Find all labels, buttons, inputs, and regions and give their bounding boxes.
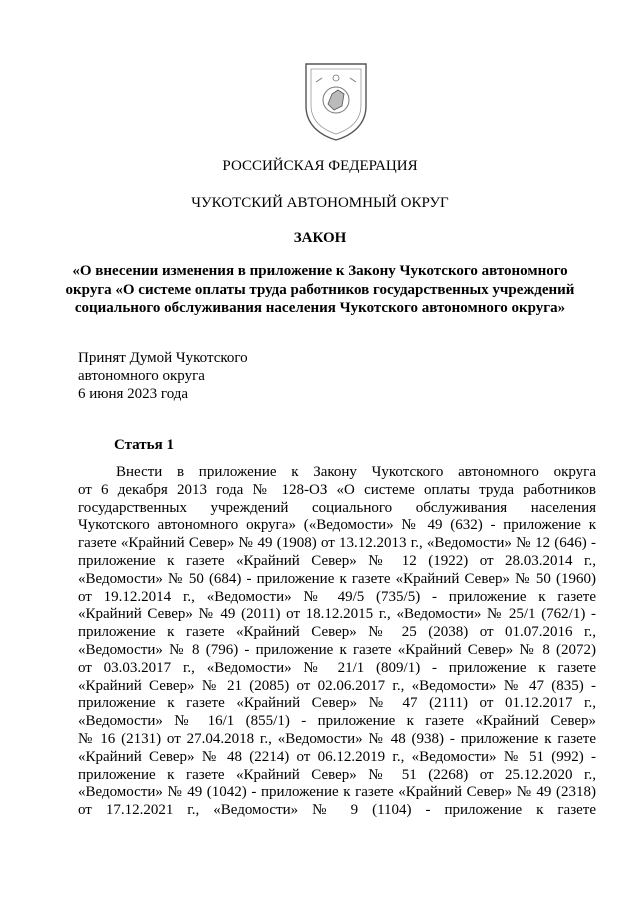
article-line: «Крайний Север» № 48 (2214) от 06.12.2019 г., «Ведомости» № 51 (992) - (78, 748, 596, 765)
document-type-heading: ЗАКОН (293, 230, 347, 246)
article-line: «Ведомости» № 49 (1042) - приложение к газете «Крайний Север» № 49 (2318) (78, 784, 596, 801)
law-title-line: социального обслуживания населения Чукотского автономного округа» (74, 300, 566, 316)
article-line: «Ведомости» № 8 (796) - приложение к газете «Крайний Север» № 8 (2072) (78, 641, 596, 658)
article-line: от 19.12.2014 г., «Ведомости» № 49/5 (735/5) - приложение к газете (78, 588, 596, 605)
article-heading: Статья 1 (114, 437, 174, 453)
law-title (60, 262, 580, 318)
article-line: Чукотского автономного округа» («Ведомости» № 49 (632) - приложение к (78, 517, 596, 534)
coat-of-arms-emblem (302, 60, 370, 142)
article-line: от 03.03.2017 г., «Ведомости» № 21/1 (809/1) - приложение к газете (78, 659, 596, 676)
article-line: «Крайний Север» № 49 (2011) от 18.12.2015 г., «Ведомости» № 25/1 (762/1) - (78, 606, 596, 623)
article-line: «Крайний Север» № 21 (2085) от 02.06.2017 г., «Ведомости» № 47 (835) - (78, 677, 596, 694)
article-line: Внести в приложение к Закону Чукотского автономного округа (116, 464, 596, 480)
article-line: «Ведомости» № 50 (684) - приложение к газете «Крайний Север» № 50 (1960) (78, 570, 596, 587)
article-line: приложение к газете «Крайний Север» № 12 (1922) от 28.03.2014 г., (78, 552, 596, 569)
article-line: от 6 декабря 2013 года № 128-ОЗ «О системе оплаты труда работников (78, 481, 596, 498)
adoption-line: автономного округа (78, 368, 205, 384)
article-line: государственных учреждений социального обслуживания населения (78, 499, 596, 516)
region-heading: ЧУКОТСКИЙ АВТОНОМНЫЙ ОКРУГ (191, 195, 449, 211)
article-line: № 16 (2131) от 27.04.2018 г., «Ведомости» № 48 (938) - приложение к газете (78, 730, 596, 747)
article-line: приложение к газете «Крайний Север» № 51 (2268) от 25.12.2020 г., (78, 766, 596, 783)
article-line: приложение к газете «Крайний Север» № 25 (2038) от 01.07.2016 г., (78, 624, 596, 641)
article-line: от 17.12.2021 г., «Ведомости» № 9 (1104) - приложение к газете (78, 802, 596, 819)
law-title-line: округа «О системе оплаты труда работников государственных учреждений (65, 281, 575, 298)
law-title-line: «О внесении изменения в приложение к Закону Чукотского автономного (72, 263, 568, 279)
article-body (78, 464, 596, 820)
adoption-line: Принят Думой Чукотского (78, 350, 248, 366)
article-line: приложение к газете «Крайний Север» № 47 (2111) от 01.12.2017 г., (78, 695, 596, 712)
adoption-block (78, 349, 248, 403)
article-line: газете «Крайний Север» № 49 (1908) от 13.12.2013 г., «Ведомости» № 12 (646) - (78, 535, 596, 552)
country-heading: РОССИЙСКАЯ ФЕДЕРАЦИЯ (222, 158, 418, 174)
article-line: «Ведомости» № 16/1 (855/1) - приложение к газете «Крайний Север» (78, 713, 596, 730)
adoption-date: 6 июня 2023 года (78, 386, 189, 402)
